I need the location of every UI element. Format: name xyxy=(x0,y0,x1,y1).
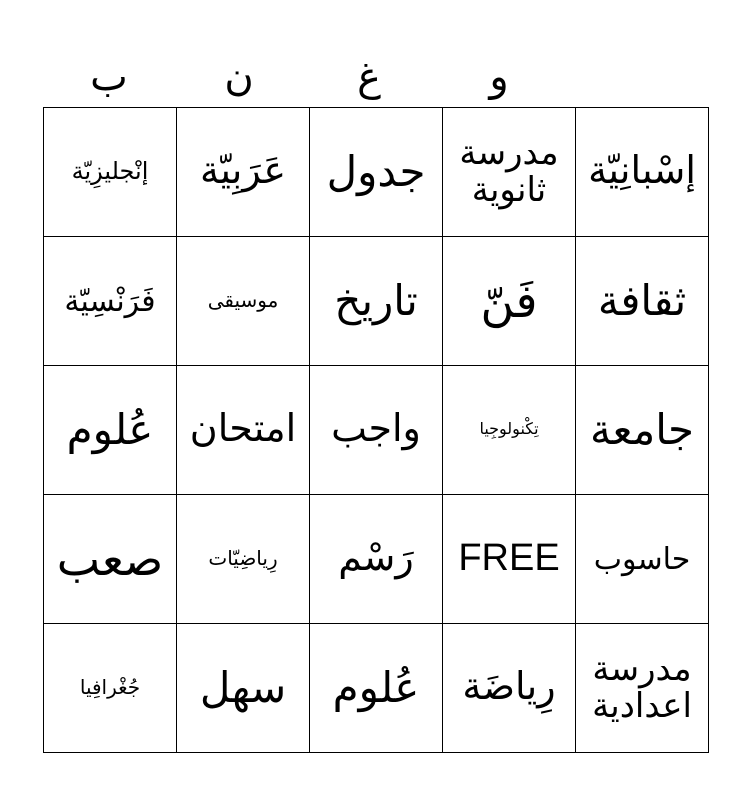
bingo-cell[interactable]: صعب xyxy=(44,495,177,624)
bingo-cell[interactable]: إسْبانِيّة xyxy=(576,108,709,237)
bingo-cell[interactable]: جامعة xyxy=(576,366,709,495)
grid-row xyxy=(44,624,709,753)
header-letter: و xyxy=(489,55,509,99)
bingo-cell[interactable]: عُلوم xyxy=(44,366,177,495)
bingo-cell[interactable]: مدرسة اعدادية xyxy=(576,624,709,753)
grid-row xyxy=(44,366,709,495)
bingo-cell[interactable]: فَنّ xyxy=(443,237,576,366)
bingo-cell[interactable]: تِكْنولوجِيا xyxy=(443,366,576,495)
bingo-cell[interactable]: جدول xyxy=(310,108,443,237)
bingo-cell[interactable]: فَرَنْسِيّة xyxy=(44,237,177,366)
bingo-cell[interactable]: مدرسة ثانوية xyxy=(443,108,576,237)
bingo-cell[interactable]: رَسْم xyxy=(310,495,443,624)
grid-row xyxy=(44,108,709,237)
bingo-cell[interactable]: سهل xyxy=(177,624,310,753)
bingo-header xyxy=(44,52,694,102)
free-space-cell[interactable]: FREE xyxy=(443,495,576,624)
bingo-cell[interactable]: إنْجليزِيّة xyxy=(44,108,177,237)
header-letter: ن xyxy=(224,55,254,99)
bingo-cell[interactable]: رِياضَة xyxy=(443,624,576,753)
bingo-cell[interactable]: جُغْرافِيا xyxy=(44,624,177,753)
grid-row xyxy=(44,237,709,366)
bingo-cell[interactable]: عَرَبِيّة xyxy=(177,108,310,237)
bingo-cell[interactable]: تاريخ xyxy=(310,237,443,366)
bingo-cell[interactable]: واجب xyxy=(310,366,443,495)
header-letter xyxy=(564,52,694,102)
bingo-cell[interactable]: رِياضِيّات xyxy=(177,495,310,624)
bingo-cell[interactable]: موسيقى xyxy=(177,237,310,366)
bingo-cell[interactable]: عُلوم xyxy=(310,624,443,753)
bingo-cell[interactable]: حاسوب xyxy=(576,495,709,624)
header-letter: غ xyxy=(357,55,381,99)
grid-row xyxy=(44,495,709,624)
bingo-cell[interactable]: ثقافة xyxy=(576,237,709,366)
header-letter: ب xyxy=(90,55,128,99)
bingo-grid xyxy=(43,107,709,753)
bingo-cell[interactable]: امتحان xyxy=(177,366,310,495)
